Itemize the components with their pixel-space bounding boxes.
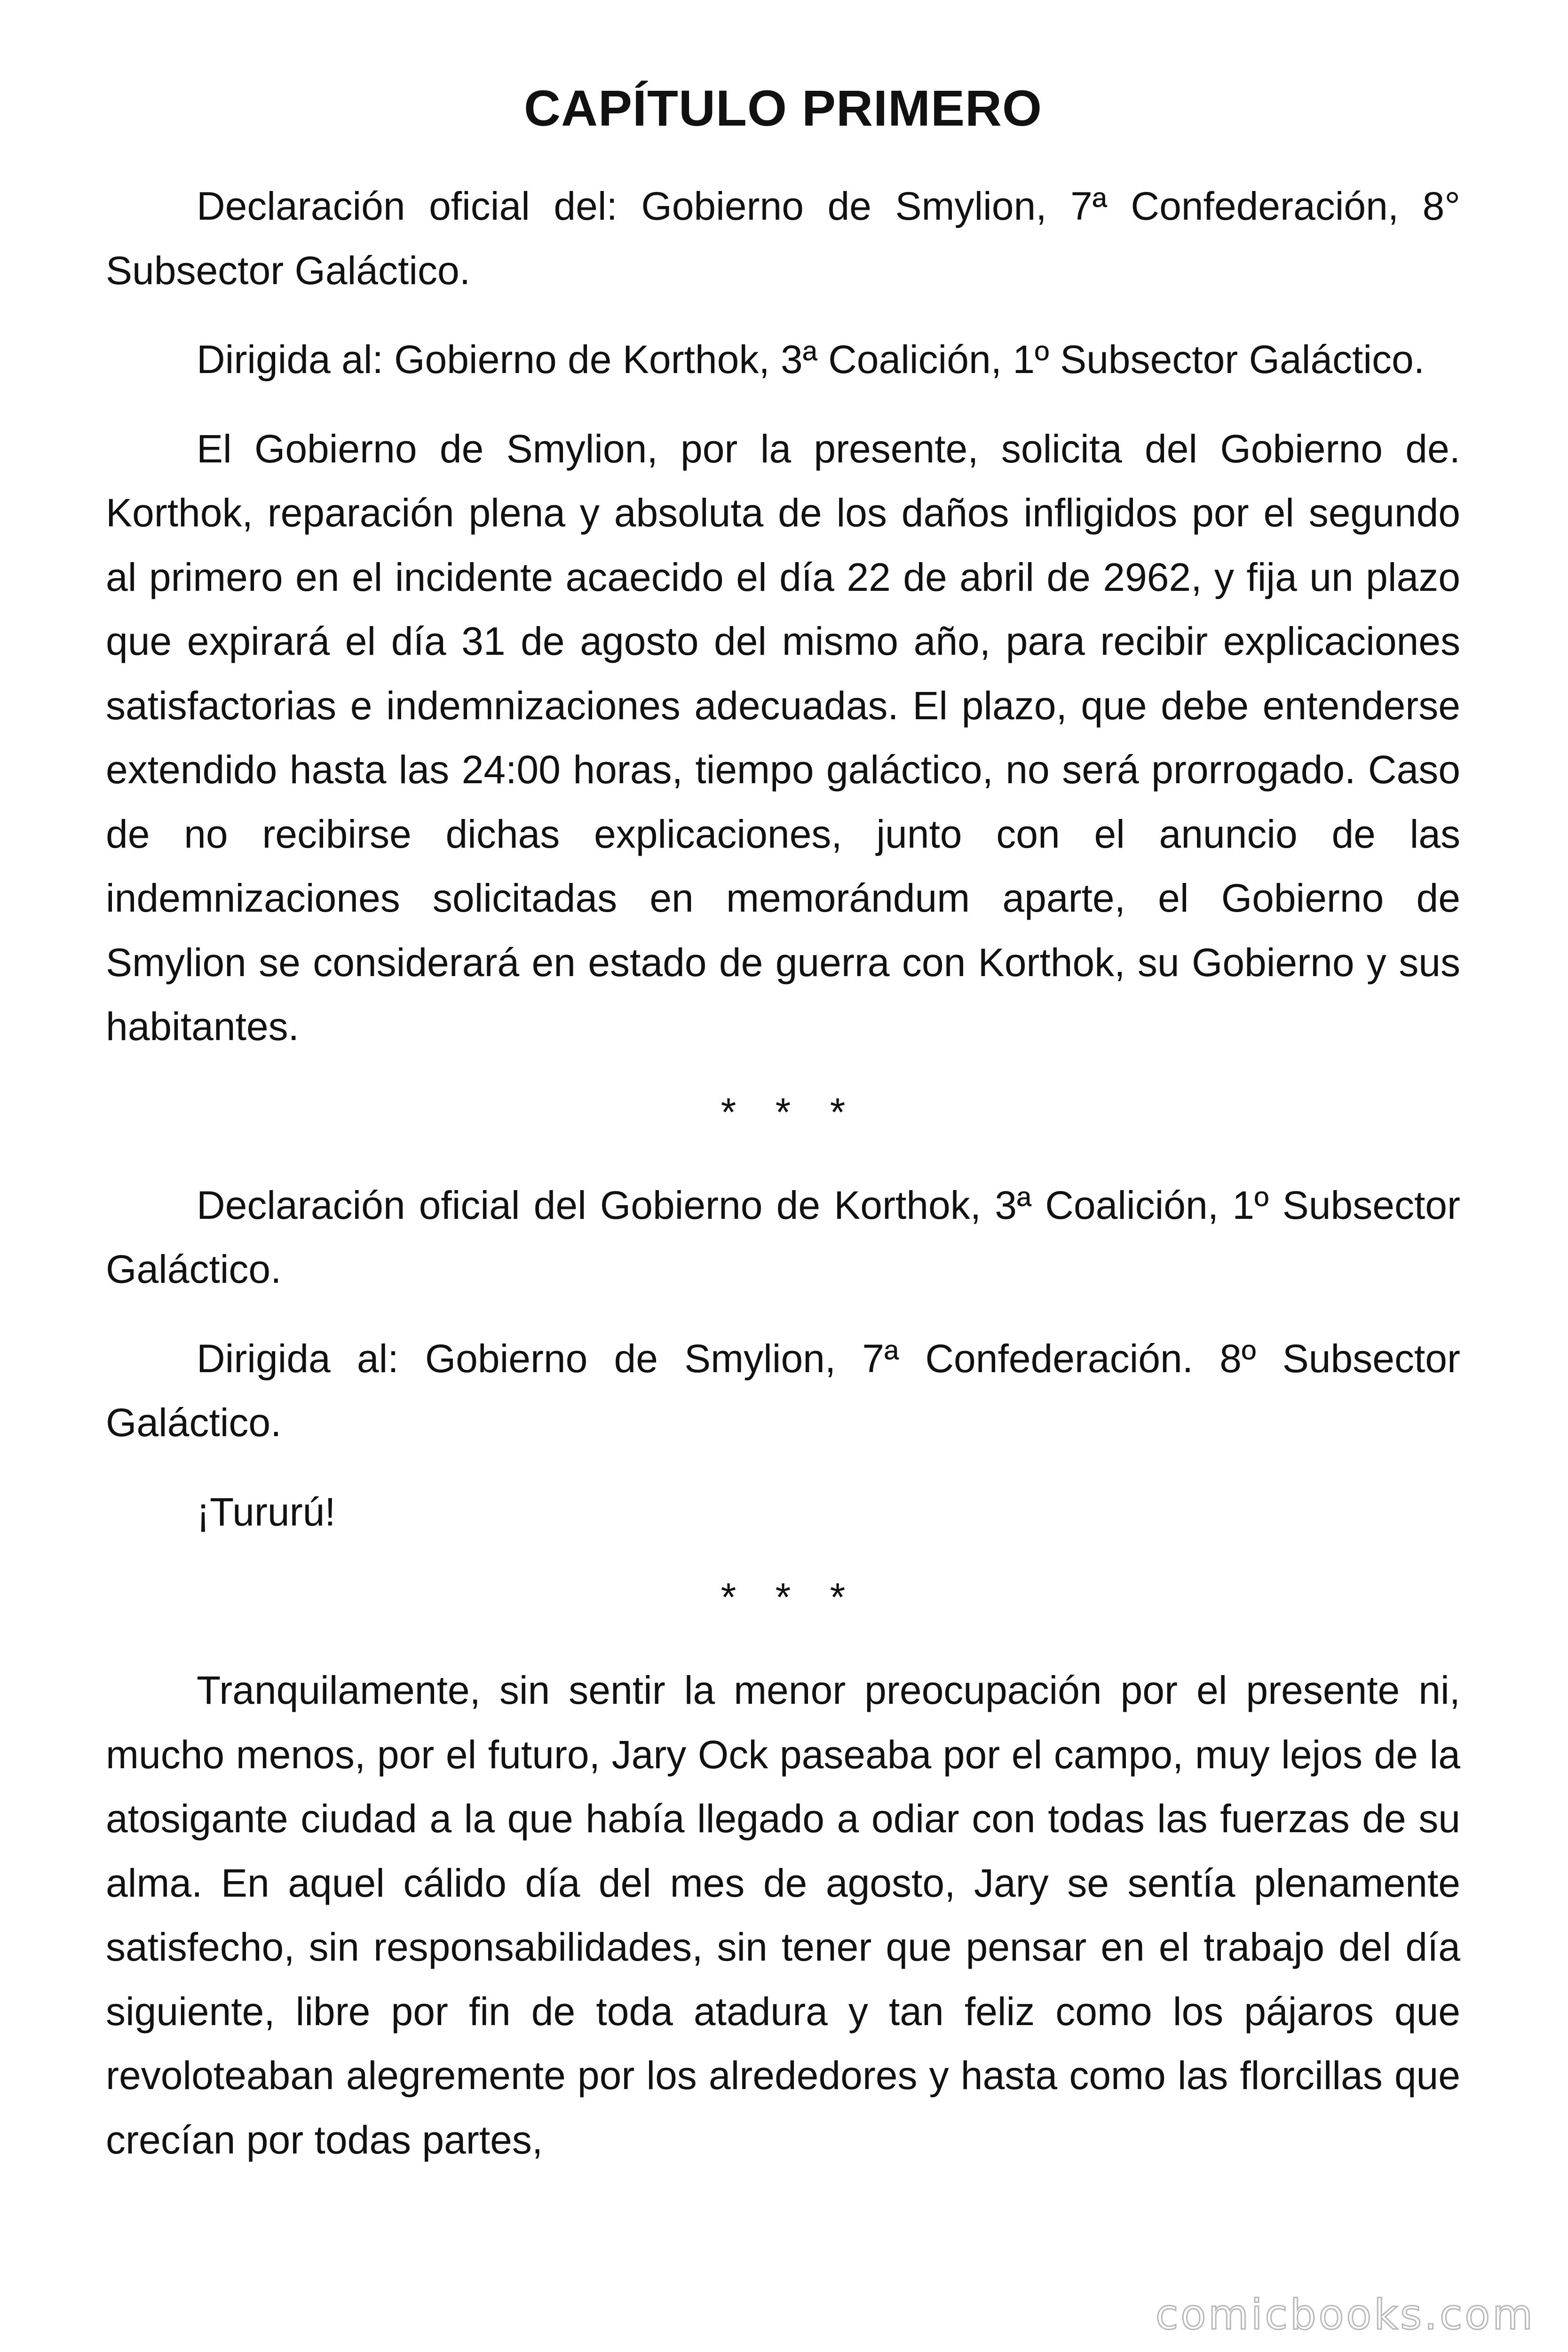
watermark-text: comicbooks.com — [1155, 2290, 1535, 2339]
section-separator: * * * — [721, 1575, 860, 1619]
declaration-smylion-header: Declaración oficial del: Gobierno de Smylion, 7ª Confederación, 8° Subsector Galáctico. — [106, 184, 1460, 293]
narrative-paragraph: Tranquilamente, sin sentir la menor preocupación por el presente ni, mucho menos, por el futuro, Jary Ock paseaba por el campo, muy lejos de la atosigante ciudad a la que había llegado a odiar con todas las fuerzas de su alma. En aquel cálido día del mes de agosto, Jary se sentía plenamente satisfecho, sin responsabilidades, sin tener que pensar en el trabajo del día siguiente, libre por fin de toda atadura y tan feliz como los pájaros que revoloteaban alegremente por los alrededores y hasta como las florcillas que crecían por todas partes, — [106, 1668, 1460, 2162]
section-separator: * * * — [721, 1089, 860, 1134]
declaration-korthok-body: ¡Tururú! — [197, 1489, 336, 1534]
declaration-korthok-recipient: Dirigida al: Gobierno de Smylion, 7ª Confederación. 8º Subsector Galáctico. — [106, 1336, 1460, 1445]
document-page — [106, 75, 1460, 2286]
declaration-smylion-recipient: Dirigida al: Gobierno de Korthok, 3ª Coalición, 1º Subsector Galáctico. — [197, 337, 1425, 381]
chapter-title: CAPÍTULO PRIMERO — [523, 79, 1042, 136]
declaration-smylion-body: El Gobierno de Smylion, por la presente, solicita del Gobierno de. Korthok, reparación plena y absoluta de los daños infligidos por el segundo al primero en el incidente acaecido el día 22 de abril de 2962, y fija un plazo que expirará el día 31 de agosto del mismo año, para recibir explicaciones satisfactorias e indemnizaciones adecuadas. El plazo, que debe entenderse extendido hasta las 24:00 horas, tiempo galáctico, no será prorrogado. Caso de no recibirse dichas explicaciones, junto con el anuncio de las indemnizaciones solicitadas en memorándum aparte, el Gobierno de Smylion se considerará en estado de guerra con Korthok, su Gobierno y sus habitantes. — [106, 426, 1460, 1049]
declaration-korthok-header: Declaración oficial del Gobierno de Korthok, 3ª Coalición, 1º Subsector Galáctico. — [106, 1183, 1460, 1291]
